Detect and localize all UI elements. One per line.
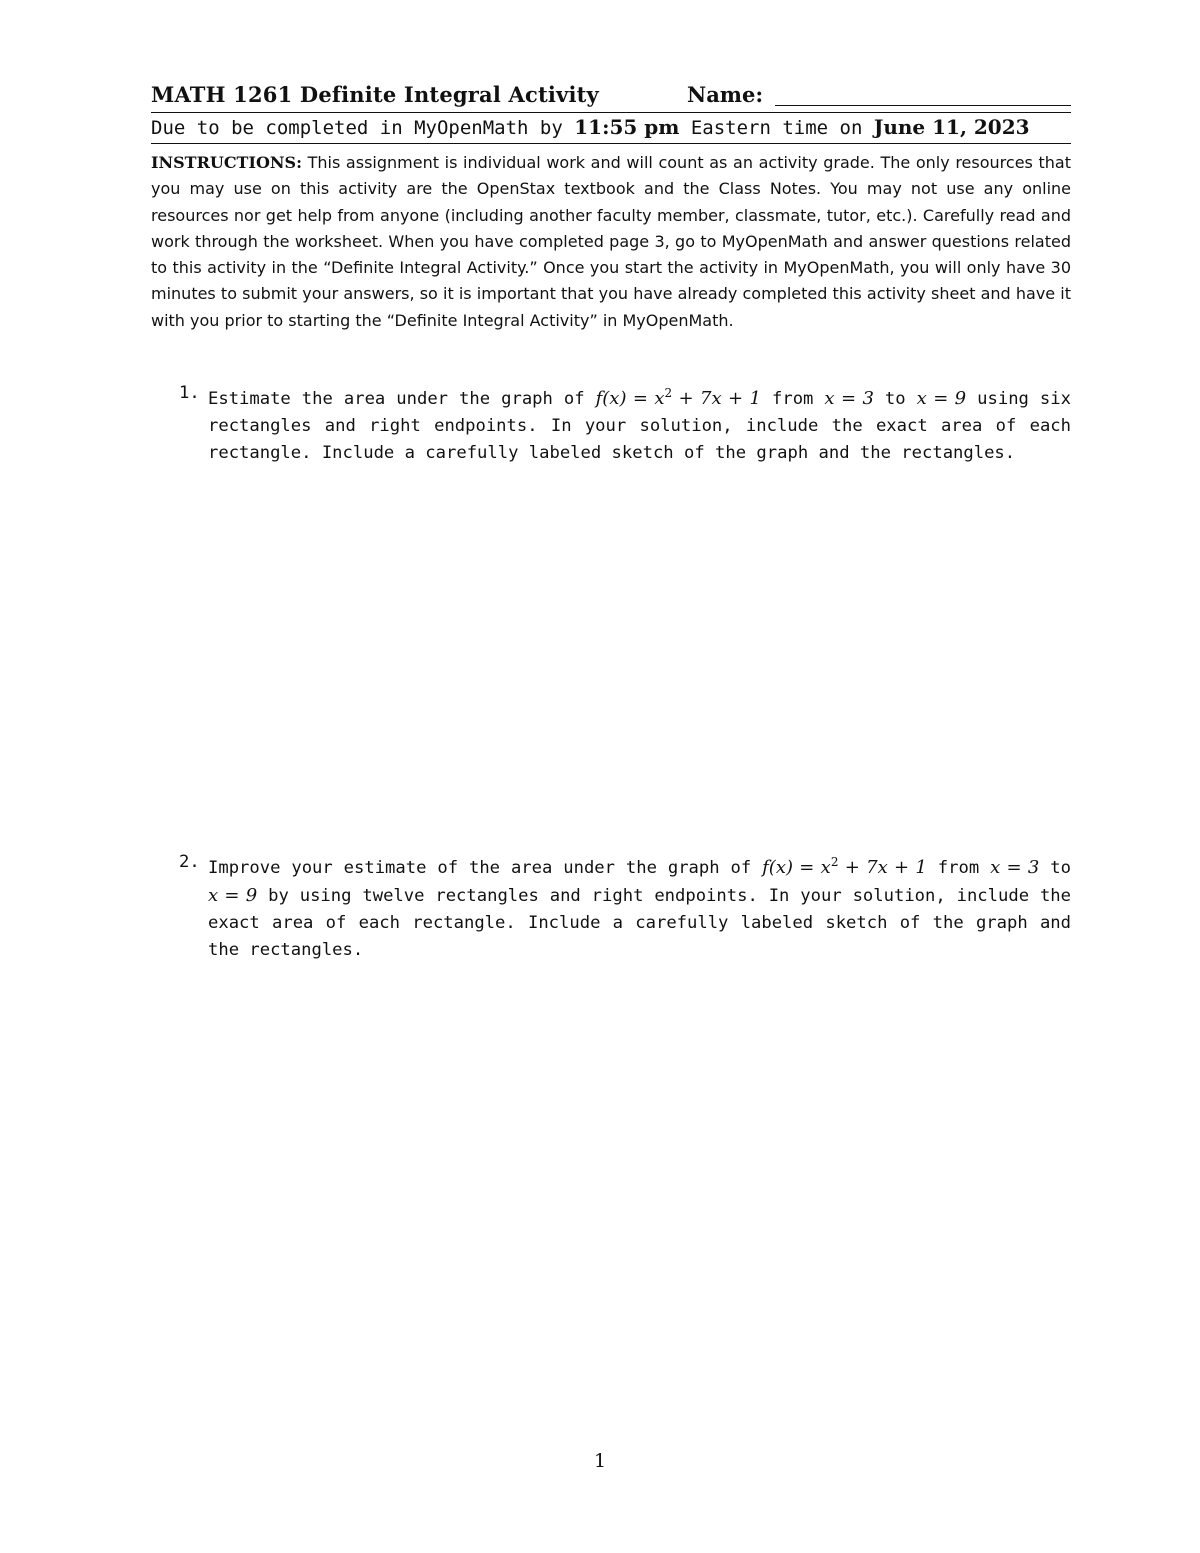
question-text: Improve your estimate of the area under the graph of $f(x) = x^2 + 7x + 1$ from x = 3 to x = 9 by using twelve rectangles and right endpoints. In your solution, include the exact area of each rectangle. Include a carefully labeled sketch of the graph and the rectangles. <box>208 855 1071 960</box>
header <box>151 82 1071 112</box>
due-date-line: Due to be completed in MyOpenMath by 11:55 pm Eastern time on June 11, 2023 <box>151 115 1030 139</box>
question-number: 2. <box>179 852 200 872</box>
due-date: June 11, 2023 <box>873 115 1030 139</box>
due-time: 11:55 pm <box>574 115 680 139</box>
page-number: 1 <box>593 1450 607 1472</box>
name-label: Name: <box>687 82 764 107</box>
page-title: MATH 1261 Definite Integral Activity <box>151 82 599 107</box>
question-2 <box>151 849 1071 964</box>
header-rule-bottom <box>151 143 1071 144</box>
name-blank-line <box>775 105 1071 106</box>
question-1 <box>151 380 1071 467</box>
instructions-heading: INSTRUCTIONS: <box>151 153 302 172</box>
question-number: 1. <box>179 383 200 403</box>
instructions <box>151 150 1071 334</box>
instructions-body: This assignment is individual work and will count as an activity grade. The only resources that you may use on this activity are the OpenStax textbook and the Class Notes. You may not use any online resources nor get help from anyone (including another faculty member, classmate, tutor, etc.). Carefully read and work through the worksheet. When you have completed page 3, go to MyOpenMath and answer questions related to this activity in the “Definite Integral Activity.” Once you start the activity in MyOpenMath, you will only have 30 minutes to submit your answers, so it is important that you have already completed this activity sheet and have it with you prior to starting the “Definite Integral Activity” in MyOpenMath. <box>151 153 1071 330</box>
worksheet-page <box>151 82 1071 334</box>
question-text: Estimate the area under the graph of $f(x) = x^2 + 7x + 1$ from x = 3 to x = 9 using six rectangles and right endpoints. In your solution, include the exact area of each rectangle. Include a carefully labeled sketch of the graph and the rectangles. <box>208 386 1071 463</box>
